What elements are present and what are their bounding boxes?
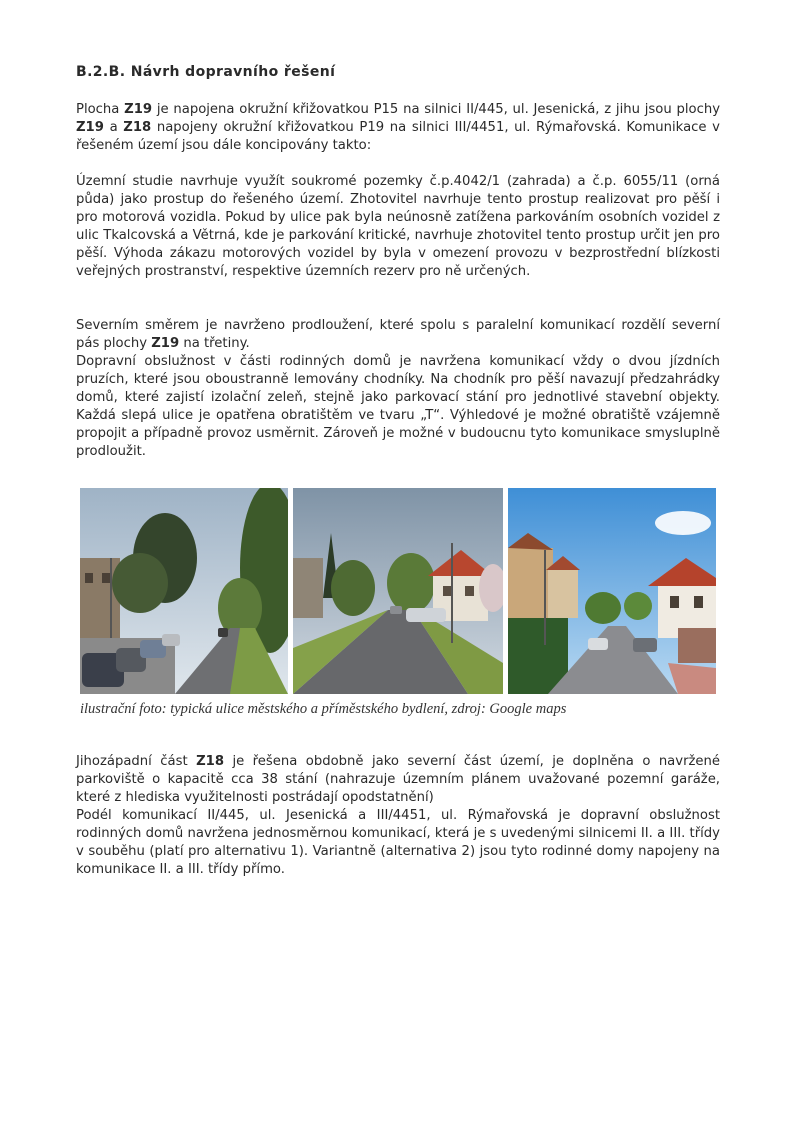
paragraph-3 bbox=[76, 317, 720, 353]
street-photo-1 bbox=[80, 488, 288, 694]
text-run: Dopravní obslužnost v části rodinných domů je navržena komunikací vždy o dvou jízdních pruzích, které jsou oboustranně lemovány chodníky. Na chodník pro pěší navazují předzahrádky domů, které zajistí izolační zeleň, stejně jako parkovací stání pro jednotlivé stavební objekty. Každá slepá ulice je opatřena obratištěm ve tvaru „T“. Výhledové je možné obratiště vzájemně propojit a případně provoz usměrnit. Zároveň je možné v budoucnu tyto komunikace smysluplně prodloužit. bbox=[76, 354, 720, 459]
text-run: Jihozápadní část bbox=[76, 754, 197, 769]
plot-code: Z19 bbox=[76, 120, 104, 135]
paragraph-4 bbox=[76, 353, 720, 461]
text-run: Plocha bbox=[76, 102, 125, 117]
plot-code: Z18 bbox=[123, 120, 152, 135]
plot-code: Z19 bbox=[151, 336, 180, 351]
photo-caption: ilustrační foto: typická ulice městského a příměstského bydlení, zdroj: Google maps bbox=[80, 701, 567, 717]
paragraph-2 bbox=[76, 173, 720, 281]
text-run: je napojena okružní křižovatkou P15 na silnici II/445, ul. Jesenická, z jihu jsou plochy bbox=[152, 102, 720, 117]
street-photo-3 bbox=[508, 488, 716, 694]
text-run: Podél komunikací II/445, ul. Jesenická a III/4451, ul. Rýmařovská je dopravní obslužnost rodinných domů navržena jednosměrnou komunikací, která je s uvedenými silnicemi II. a III. třídy v souběhu (platí pro alternativu 1). Variantně (alternativa 2) jsou tyto rodinné domy napojeny na komunikace II. a III. třídy přímo. bbox=[76, 808, 720, 877]
text-run: napojeny okružní křižovatkou P19 na silnici III/4451, ul. Rýmařovská. Komunikace v řešeném území jsou dále koncipovány takto: bbox=[76, 120, 720, 153]
paragraph-6 bbox=[76, 807, 720, 879]
paragraph-5 bbox=[76, 753, 720, 807]
plot-code: Z18 bbox=[196, 754, 225, 769]
text-run: Územní studie navrhuje využít soukromé pozemky č.p.4042/1 (zahrada) a č.p. 6055/11 (orná půda) jako prostup do řešeného území. Zhotovitel navrhuje tento prostup realizovat pro pěší i pro motorová vozidla. Pokud by ulice pak byla neúnosně zatížena parkováním osobních vozidel z ulic Tkalcovská a Větrná, kde je parkování kritické, navrhuje zhotovitel tento prostup určit jen pro pěší. Výhoda zákazu motorových vozidel by byla v omezení provozu v bezprostřední blízkosti veřejných prostranství, respektive územních rezerv pro ně určených. bbox=[76, 174, 720, 279]
paragraph-1 bbox=[76, 101, 720, 155]
text-run: na třetiny. bbox=[179, 336, 250, 351]
section-heading: B.2.B. Návrh dopravního řešení bbox=[76, 64, 336, 80]
plot-code: Z19 bbox=[124, 102, 153, 117]
text-run: a bbox=[103, 120, 124, 135]
street-photo-2 bbox=[293, 488, 503, 694]
text-run: Severním směrem je navrženo prodloužení, které spolu s paralelní komunikací rozdělí severní pás plochy bbox=[76, 318, 720, 351]
text-run: je řešena obdobně jako severní část území, je doplněna o navržené parkoviště o kapacitě cca 38 stání (nahrazuje územním plánem uvažované pozemní garáže, které z hlediska využitelnosti postrádají opodstatnění) bbox=[76, 754, 720, 805]
